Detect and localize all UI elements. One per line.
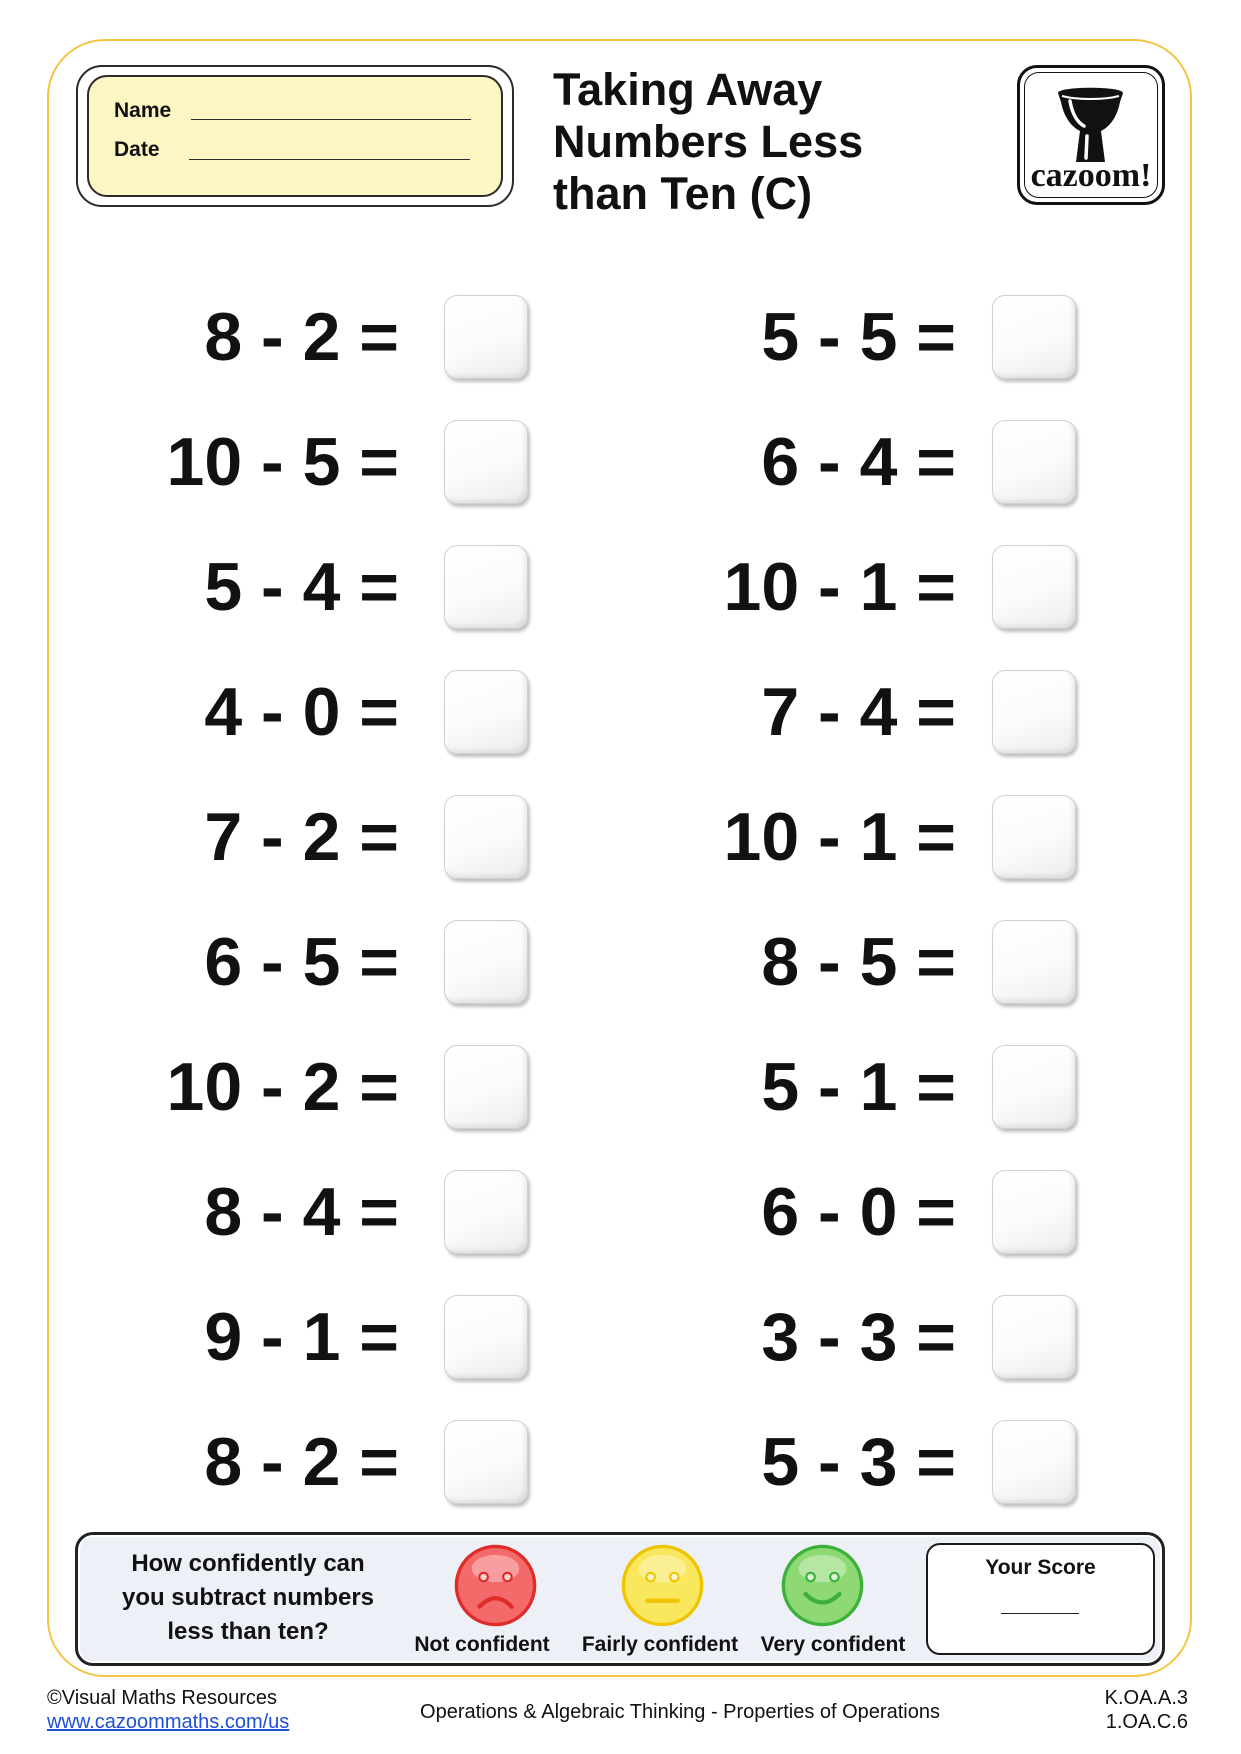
sad-face-icon bbox=[453, 1543, 538, 1628]
problem-expression: 6 - 4 = bbox=[761, 424, 956, 500]
score-box bbox=[926, 1543, 1155, 1655]
standard-code: 1.OA.C.6 bbox=[1105, 1711, 1188, 1733]
confidence-question-line: How confidently can bbox=[131, 1550, 365, 1577]
answer-box[interactable] bbox=[992, 795, 1076, 879]
problem-row bbox=[140, 1295, 528, 1379]
right-eye bbox=[830, 1573, 839, 1582]
standard-code: K.OA.A.3 bbox=[1104, 1687, 1188, 1709]
answer-box[interactable] bbox=[444, 920, 528, 1004]
problem-row bbox=[697, 795, 1076, 879]
problem-expression: 3 - 3 = bbox=[761, 1299, 956, 1375]
problem-expression: 6 - 5 = bbox=[204, 924, 399, 1000]
answer-box[interactable] bbox=[444, 1295, 528, 1379]
problem-row bbox=[697, 420, 1076, 504]
answer-box[interactable] bbox=[992, 295, 1076, 379]
rating-label: Not confident bbox=[414, 1633, 550, 1656]
answer-box[interactable] bbox=[444, 1170, 528, 1254]
website-link[interactable]: www.cazoommaths.com/us bbox=[47, 1711, 290, 1733]
answer-box[interactable] bbox=[992, 670, 1076, 754]
problem-row bbox=[697, 1170, 1076, 1254]
problem-expression: 8 - 5 = bbox=[761, 924, 956, 1000]
answer-box[interactable] bbox=[444, 1420, 528, 1504]
answer-box[interactable] bbox=[444, 295, 528, 379]
problem-expression: 8 - 2 = bbox=[204, 1424, 399, 1500]
problem-row bbox=[140, 295, 528, 379]
title-line: than Ten (C) bbox=[553, 168, 813, 219]
problem-expression: 8 - 2 = bbox=[204, 299, 399, 375]
problem-expression: 10 - 5 = bbox=[166, 424, 399, 500]
footer-credits bbox=[47, 1686, 289, 1734]
footer-standards bbox=[1105, 1686, 1188, 1734]
problem-row bbox=[697, 1420, 1076, 1504]
drum-stem-highlight bbox=[1086, 136, 1087, 158]
problem-expression: 5 - 4 = bbox=[204, 549, 399, 625]
problem-expression: 10 - 1 = bbox=[723, 799, 956, 875]
problem-expression: 8 - 4 = bbox=[204, 1174, 399, 1250]
confidence-question-line: you subtract numbers bbox=[121, 1584, 375, 1611]
footer-topic: Operations & Algebraic Thinking - Properties of Operations bbox=[420, 1701, 940, 1723]
problem-expression: 7 - 4 = bbox=[761, 674, 956, 750]
problem-expression: 9 - 1 = bbox=[204, 1299, 399, 1375]
rating-label: Very confident bbox=[760, 1633, 906, 1656]
rating-label: Fairly confident bbox=[581, 1633, 739, 1656]
problem-row bbox=[697, 545, 1076, 629]
confidence-question bbox=[93, 1547, 403, 1649]
title-line: Taking Away bbox=[553, 64, 823, 115]
problem-row bbox=[697, 920, 1076, 1004]
djembe-drum-icon bbox=[1055, 86, 1126, 164]
problem-row bbox=[140, 545, 528, 629]
name-date-box bbox=[76, 65, 514, 207]
date-label: Date bbox=[114, 138, 160, 161]
answer-box[interactable] bbox=[992, 1170, 1076, 1254]
logo-wordmark: cazoom! bbox=[1030, 157, 1152, 194]
problem-row bbox=[140, 920, 528, 1004]
right-eye bbox=[503, 1573, 512, 1582]
answer-box[interactable] bbox=[444, 420, 528, 504]
problem-expression: 7 - 2 = bbox=[204, 799, 399, 875]
problem-row bbox=[140, 1045, 528, 1129]
problem-row bbox=[140, 1420, 528, 1504]
answer-box[interactable] bbox=[444, 545, 528, 629]
answer-box[interactable] bbox=[444, 795, 528, 879]
problem-row bbox=[140, 795, 528, 879]
answer-box[interactable] bbox=[992, 1295, 1076, 1379]
cazoom-logo bbox=[1017, 65, 1165, 205]
problem-expression: 6 - 0 = bbox=[761, 1174, 956, 1250]
problems-left-column bbox=[140, 295, 528, 1504]
problem-row bbox=[140, 1170, 528, 1254]
name-label: Name bbox=[114, 99, 172, 122]
happy-face-icon bbox=[780, 1543, 865, 1628]
answer-box[interactable] bbox=[992, 420, 1076, 504]
confidence-panel bbox=[75, 1532, 1165, 1666]
left-eye bbox=[806, 1573, 815, 1582]
problem-expression: 5 - 5 = bbox=[761, 299, 956, 375]
title-line: Numbers Less bbox=[553, 116, 864, 167]
left-eye bbox=[646, 1573, 655, 1582]
problem-row bbox=[697, 670, 1076, 754]
date-field[interactable] bbox=[189, 159, 470, 160]
problem-expression: 10 - 2 = bbox=[166, 1049, 399, 1125]
problem-row bbox=[697, 1045, 1076, 1129]
neutral-face-icon bbox=[620, 1543, 705, 1628]
problem-expression: 5 - 3 = bbox=[761, 1424, 956, 1500]
logo-inner-frame bbox=[1024, 72, 1158, 198]
left-eye bbox=[479, 1573, 488, 1582]
answer-box[interactable] bbox=[992, 545, 1076, 629]
answer-box[interactable] bbox=[992, 920, 1076, 1004]
problem-expression: 10 - 1 = bbox=[723, 549, 956, 625]
confidence-question-line: less than ten? bbox=[167, 1618, 329, 1645]
problem-row bbox=[140, 420, 528, 504]
problem-expression: 5 - 1 = bbox=[761, 1049, 956, 1125]
answer-box[interactable] bbox=[992, 1420, 1076, 1504]
copyright-text: ©Visual Maths Resources bbox=[47, 1687, 278, 1709]
problems-right-column bbox=[697, 295, 1076, 1504]
score-answer-line[interactable] bbox=[1001, 1613, 1079, 1614]
answer-box[interactable] bbox=[992, 1045, 1076, 1129]
name-date-panel bbox=[87, 75, 503, 197]
answer-box[interactable] bbox=[444, 670, 528, 754]
score-label: Your Score bbox=[985, 1556, 1096, 1579]
answer-box[interactable] bbox=[444, 1045, 528, 1129]
rating-very-confident[interactable] bbox=[722, 1543, 922, 1657]
problem-row bbox=[140, 670, 528, 754]
problem-row bbox=[697, 295, 1076, 379]
worksheet-title bbox=[553, 64, 863, 220]
name-field[interactable] bbox=[191, 119, 471, 120]
problem-row bbox=[697, 1295, 1076, 1379]
problem-expression: 4 - 0 = bbox=[204, 674, 399, 750]
right-eye bbox=[670, 1573, 679, 1582]
